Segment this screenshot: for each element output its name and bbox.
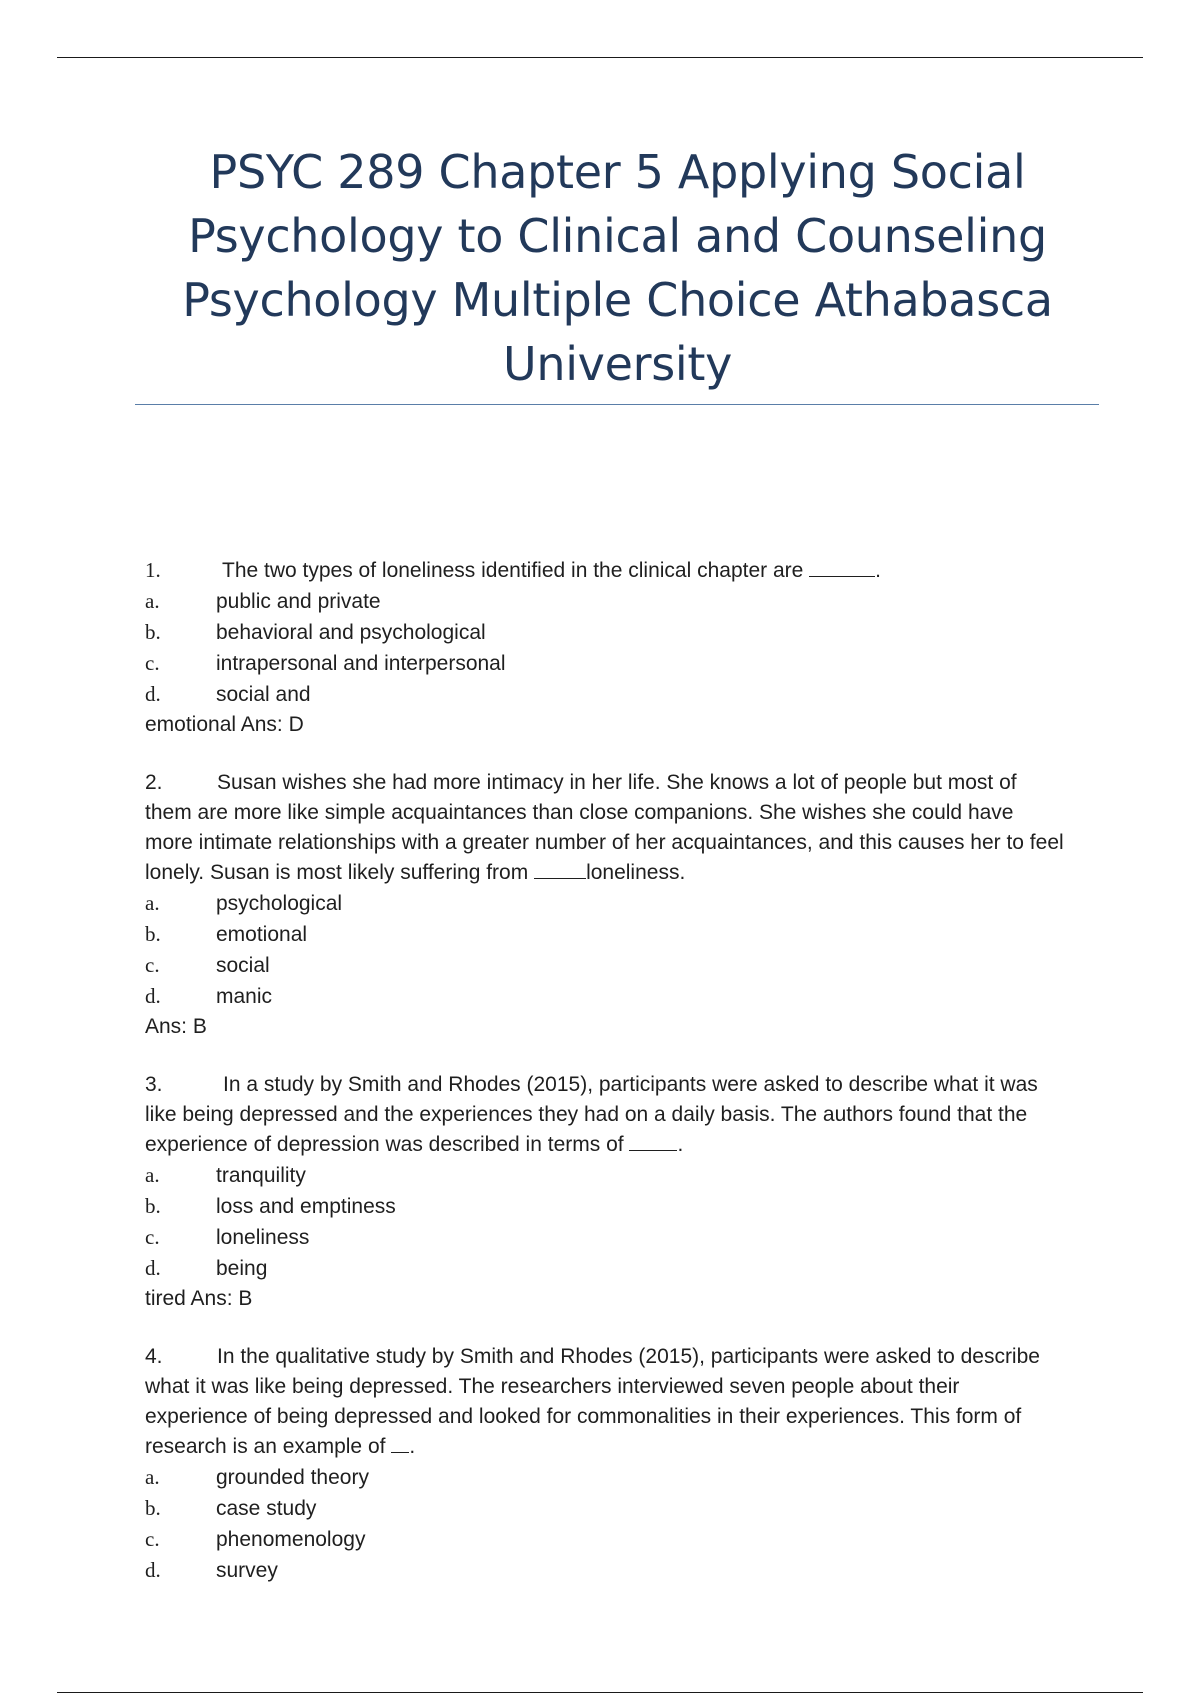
option-a: [145, 586, 1065, 617]
question-3: [145, 1070, 1065, 1314]
question-text: The two types of loneliness identified in the clinical chapter are: [222, 559, 804, 582]
option-text: behavioral and psychological: [216, 621, 486, 644]
option-text: case study: [216, 1497, 317, 1520]
answer-blank: [629, 1130, 677, 1151]
option-c: [145, 950, 1065, 981]
option-letter: a.: [145, 1465, 160, 1489]
option-letter: c.: [145, 1225, 160, 1249]
option-text: loss and emptiness: [216, 1195, 396, 1218]
question-text: Susan wishes she had more intimacy in her life. She knows a lot of people but most of them are more like simple acquaintances than close companions. She wishes she could have more intimate relationships with a greater number of her acquaintances, and this causes her to feel lonely. Susan is most likely suffering from: [145, 771, 1064, 884]
option-d: [145, 1555, 1065, 1586]
option-text: social: [216, 954, 270, 977]
question-text-end: .: [409, 1435, 416, 1458]
option-text: loneliness: [216, 1226, 310, 1249]
question-1: [145, 555, 1065, 740]
answer-blank: [809, 556, 875, 577]
option-c: [145, 1222, 1065, 1253]
option-text: manic: [216, 985, 273, 1008]
option-letter: a.: [145, 1163, 160, 1187]
option-text: being: [216, 1257, 268, 1280]
question-stem: [145, 555, 1065, 586]
option-b: [145, 617, 1065, 648]
footer-rule: [57, 1692, 1143, 1693]
answer-key: tired Ans: B: [145, 1287, 253, 1310]
option-b: [145, 919, 1065, 950]
question-number: 4.: [145, 1345, 163, 1368]
option-b: [145, 1493, 1065, 1524]
question-list: [145, 555, 1065, 1586]
option-letter: c.: [145, 953, 160, 977]
answer-blank: [391, 1432, 409, 1453]
question-number: 3.: [145, 1073, 163, 1096]
question-stem: [145, 768, 1065, 888]
option-text: social and: [216, 683, 311, 706]
option-text: phenomenology: [216, 1528, 366, 1551]
option-letter: d.: [145, 984, 161, 1008]
answer-key: emotional Ans: D: [145, 713, 304, 736]
option-letter: a.: [145, 589, 160, 613]
document-title: PSYC 289 Chapter 5 Applying Social Psychology to Clinical and Counseling Psychology Multiple Choice Athabasca University: [182, 145, 1053, 391]
option-a: [145, 888, 1065, 919]
question-text: In the qualitative study by Smith and Rhodes (2015), participants were asked to describe what it was like being depressed. The researchers interviewed seven people about their experience of being depressed and looked for commonalities in their experiences. This form of research is an example of: [145, 1345, 1040, 1458]
question-text-end: .: [875, 559, 882, 582]
option-b: [145, 1191, 1065, 1222]
option-text: emotional: [216, 923, 308, 946]
option-d: [145, 679, 1065, 710]
question-number: 1.: [145, 558, 161, 582]
option-letter: c.: [145, 1527, 160, 1551]
title-underline: [135, 404, 1099, 405]
option-text: intrapersonal and interpersonal: [216, 652, 506, 675]
option-text: psychological: [216, 892, 343, 915]
question-stem: [145, 1070, 1065, 1160]
option-letter: b.: [145, 1496, 161, 1520]
header-rule: [57, 57, 1143, 58]
answer-blank: [534, 858, 586, 879]
question-text-end: loneliness.: [586, 861, 686, 884]
question-stem: [145, 1342, 1065, 1462]
option-a: [145, 1160, 1065, 1191]
question-text: In a study by Smith and Rhodes (2015), participants were asked to describe what it was like being depressed and the experiences they had on a daily basis. The authors found that the experience of depression was described in terms of: [145, 1073, 1038, 1156]
option-c: [145, 1524, 1065, 1555]
option-a: [145, 1462, 1065, 1493]
option-text: survey: [216, 1559, 278, 1582]
question-text-end: .: [677, 1133, 684, 1156]
question-4: [145, 1342, 1065, 1586]
option-letter: c.: [145, 651, 160, 675]
answer-key: Ans: B: [145, 1015, 207, 1038]
option-letter: b.: [145, 620, 161, 644]
option-c: [145, 648, 1065, 679]
option-letter: b.: [145, 922, 161, 946]
option-letter: b.: [145, 1194, 161, 1218]
option-letter: a.: [145, 891, 160, 915]
option-letter: d.: [145, 1558, 161, 1582]
option-text: public and private: [216, 590, 381, 613]
option-letter: d.: [145, 1256, 161, 1280]
question-2: [145, 768, 1065, 1042]
option-text: tranquility: [216, 1164, 306, 1187]
option-d: [145, 1253, 1065, 1284]
question-number: 2.: [145, 771, 163, 794]
option-letter: d.: [145, 682, 161, 706]
option-d: [145, 981, 1065, 1012]
option-text: grounded theory: [216, 1466, 369, 1489]
